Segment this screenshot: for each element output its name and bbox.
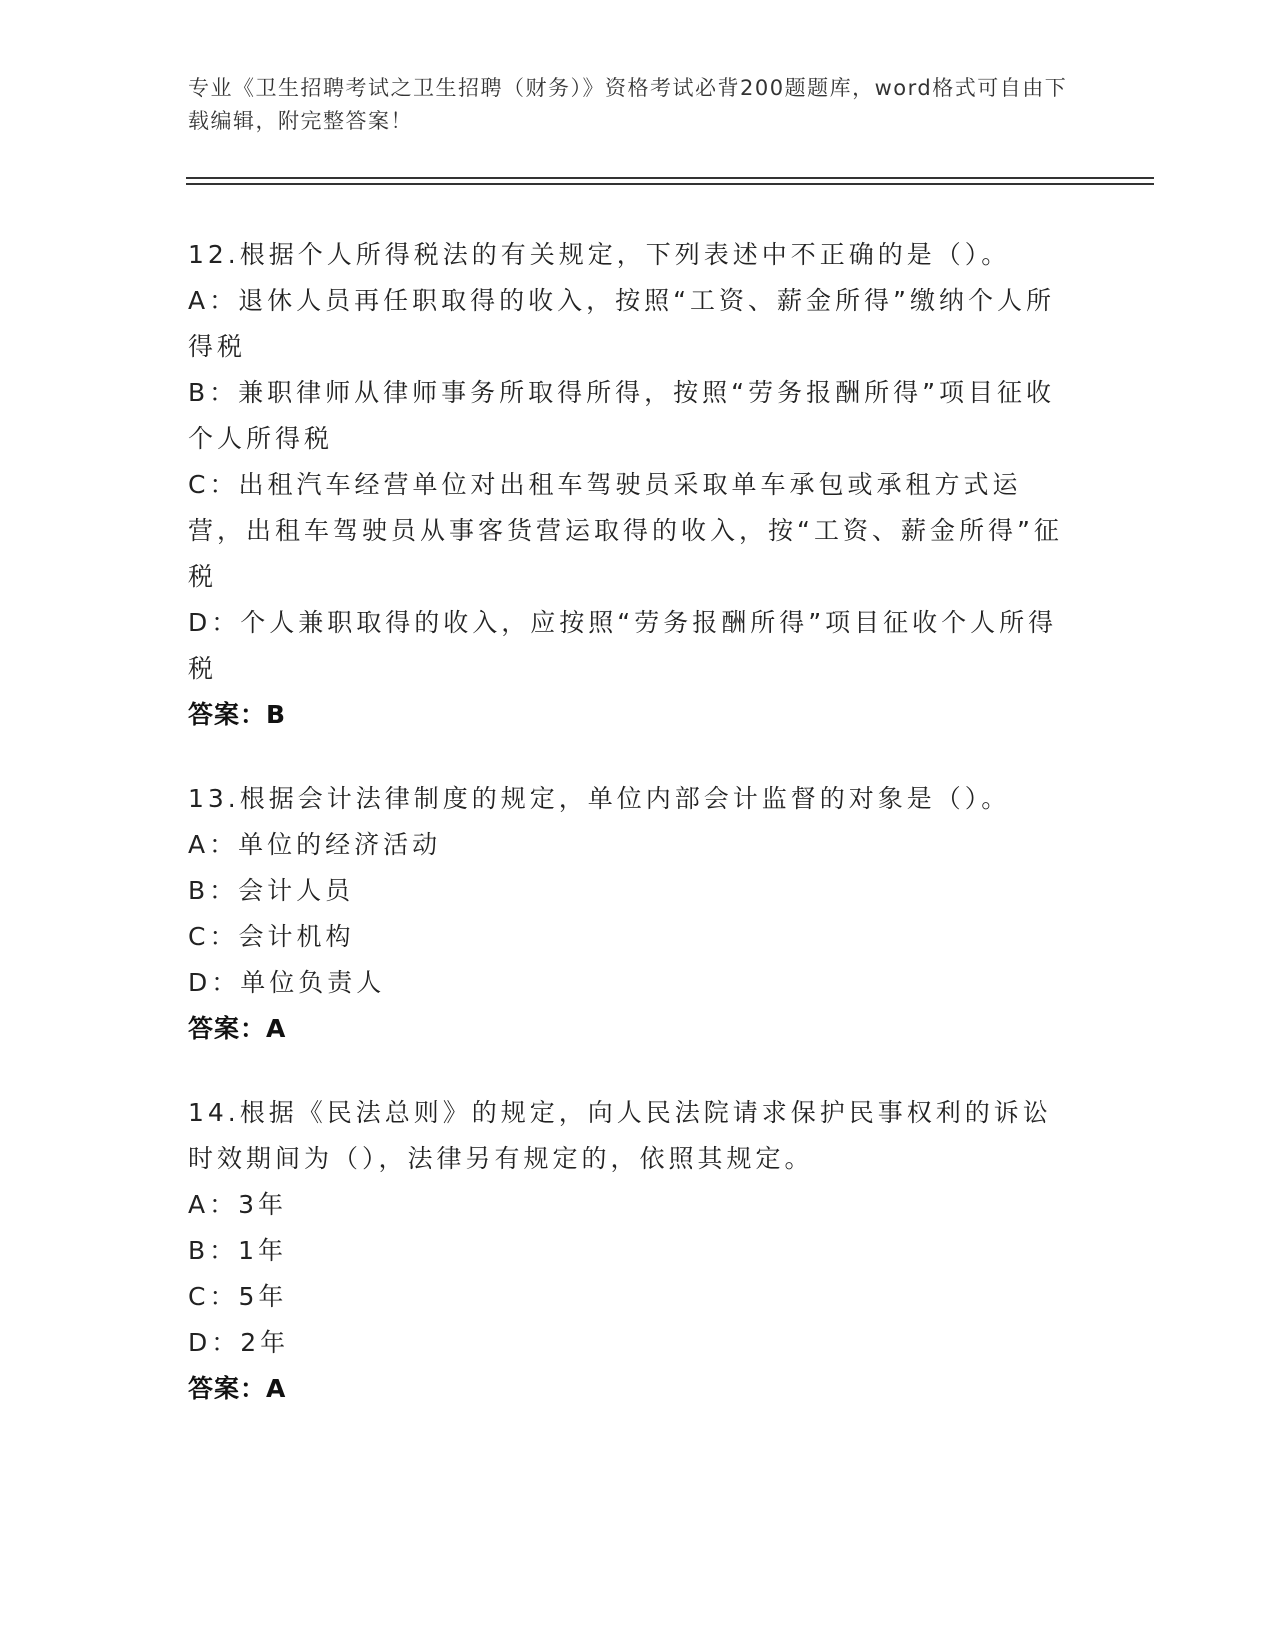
question-stem: 13.根据会计法律制度的规定，单位内部会计监督的对象是（）。 — [188, 784, 1011, 813]
question-stem: 14.根据《民法总则》的规定，向人民法院请求保护民事权利的诉讼时效期间为（），法律另有规定的，依照其规定。 — [188, 1098, 1052, 1173]
question-12 — [188, 232, 1078, 738]
option-a: A：单位的经济活动 — [188, 830, 442, 859]
question-stem: 12.根据个人所得税法的有关规定，下列表述中不正确的是（）。 — [188, 240, 1011, 269]
option-d: D：个人兼职取得的收入，应按照“劳务报酬所得”项目征收个人所得税 — [188, 608, 1058, 683]
option-d: D：2年 — [188, 1328, 290, 1357]
document-header: 专业《卫生招聘考试之卫生招聘（财务）》资格考试必背200题题库，word格式可自由下载编辑，附完整答案！ — [188, 76, 1068, 133]
option-c: C：会计机构 — [188, 922, 355, 951]
option-c: C：出租汽车经营单位对出租车驾驶员采取单车承包或承租方式运营，出租车驾驶员从事客货营运取得的收入，按“工资、薪金所得”征税 — [188, 470, 1063, 591]
option-c: C：5年 — [188, 1282, 288, 1311]
option-b: B：1年 — [188, 1236, 288, 1265]
option-b: B：会计人员 — [188, 876, 355, 905]
option-d: D：单位负责人 — [188, 968, 386, 997]
option-b: B：兼职律师从律师事务所取得所得，按照“劳务报酬所得”项目征收个人所得税 — [188, 378, 1056, 453]
header-divider-bottom — [186, 183, 1154, 185]
question-list — [188, 232, 1078, 1450]
option-a: A：退休人员再任职取得的收入，按照“工资、薪金所得”缴纳个人所得税 — [188, 286, 1056, 361]
question-13 — [188, 776, 1078, 1052]
answer: 答案：B — [188, 700, 287, 729]
question-14 — [188, 1090, 1078, 1412]
header-divider-top — [186, 177, 1154, 179]
answer: 答案：A — [188, 1014, 287, 1043]
answer: 答案：A — [188, 1374, 287, 1403]
option-a: A：3年 — [188, 1190, 288, 1219]
